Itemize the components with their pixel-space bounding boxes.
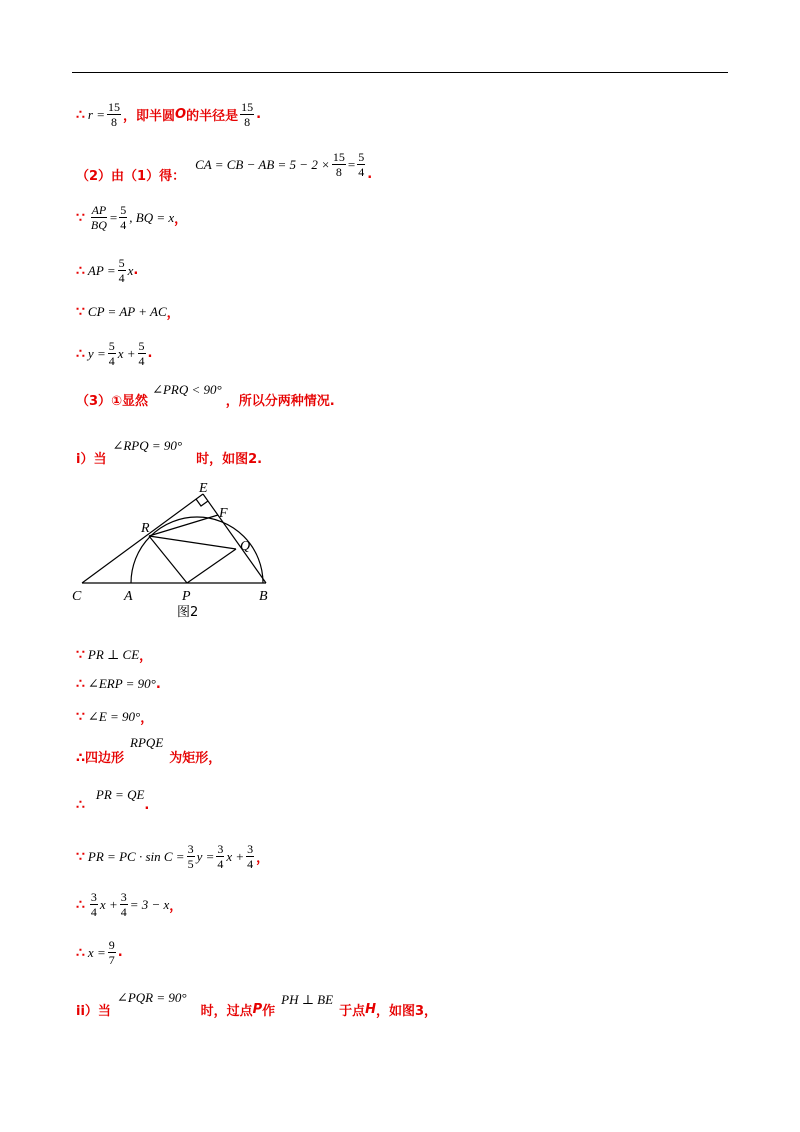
therefore-symbol: ∴ <box>76 797 85 813</box>
line-equation: ∴ $\frac{3}{4}$ x + $\frac{3}{4}$ = 3 − x ， <box>76 890 183 919</box>
fraction: $\frac{15}{8}$ <box>241 100 254 129</box>
line-pr-sin: ∵ PR = PC · sin C = $\frac{3}{5}$ y = $\frac{3}{4}$ x + $\frac{3}{4}$ ， <box>76 842 270 871</box>
fraction: $\frac{3}{4}$ <box>217 842 224 871</box>
line-angle-erp: ∴ ∠ERP = 90° . <box>76 676 161 692</box>
fraction: $\frac{9}{7}$ <box>108 938 115 967</box>
fraction: $\frac{3}{5}$ <box>187 842 194 871</box>
line-case-i: i）当 ∠RPQ = 90° 时，如图2. <box>76 437 263 467</box>
fraction: $\frac{3}{4}$ <box>90 890 97 919</box>
line-y: ∴ y = $\frac{5}{4}$ x + $\frac{5}{4}$ . <box>76 339 153 368</box>
line-pr-qe: ∴ PR = QE . <box>76 787 150 813</box>
line-ap: ∴ AP = $\frac{5}{4}$ x . <box>76 256 139 285</box>
header-rule <box>72 72 728 73</box>
right-angle-mark <box>196 499 208 506</box>
fraction: $\frac{AP}{BQ}$ <box>90 203 107 232</box>
therefore-symbol: ∴ <box>76 345 85 362</box>
line-pr-perp: ∵ PR ⊥ CE ， <box>76 646 153 664</box>
label-r: R <box>141 521 150 536</box>
line-case-ii: ii）当 ∠PQR = 90° 时，过点 P 作 PH ⊥ BE 于点 H ，如图3， <box>76 989 438 1019</box>
line-radius-result: ∴ r = $\frac{15}{8}$ ，即半圆 O 的半径是 $\frac{15}{8}$ . <box>76 100 262 129</box>
line-ce <box>82 494 203 583</box>
therefore-symbol: ∴ <box>76 896 85 913</box>
because-symbol: ∵ <box>76 708 85 725</box>
therefore-symbol: ∴ <box>76 262 85 279</box>
therefore-symbol: ∴ <box>76 676 85 692</box>
label-q: Q <box>240 539 251 554</box>
because-symbol: ∵ <box>76 848 85 865</box>
because-symbol: ∵ <box>76 209 85 226</box>
label-p: P <box>182 589 191 604</box>
label-f: F <box>219 506 228 521</box>
fraction: $\frac{5}{4}$ <box>118 256 125 285</box>
label-b: B <box>259 589 268 604</box>
label-e: E <box>199 481 208 496</box>
label-a: A <box>124 589 133 604</box>
line-part2-ca: （2）由（1）得： CA = CB − AB = 5 − 2 × $\frac{15}{8}$ = $\frac{5}{4}$ . <box>76 150 373 184</box>
fraction: $\frac{15}{8}$ <box>332 150 345 179</box>
geometry-figure-2 <box>70 480 290 620</box>
segment-rq <box>149 536 236 549</box>
line-angle-e: ∵ ∠E = 90° ， <box>76 708 154 726</box>
because-symbol: ∵ <box>76 303 85 320</box>
fraction: $\frac{15}{8}$ <box>108 100 121 129</box>
fraction: $\frac{5}{4}$ <box>138 339 145 368</box>
line-x-solution: ∴ x = $\frac{9}{7}$ . <box>76 938 123 967</box>
because-symbol: ∵ <box>76 646 85 663</box>
line-cp: ∵ CP = AP + AC ， <box>76 303 180 321</box>
label-c: C <box>72 589 82 604</box>
line-rectangle: ∴四边形 RPQE 为矩形， <box>76 734 222 766</box>
fraction: $\frac{3}{4}$ <box>120 890 127 919</box>
segment-pq <box>187 549 236 583</box>
therefore-symbol: ∴ <box>76 944 85 961</box>
line-eb <box>203 494 266 583</box>
fraction: $\frac{5}{4}$ <box>120 203 127 232</box>
segment-rp <box>149 536 187 583</box>
line-part3-intro: （3）①显然 ∠PRQ < 90° ，所以分两种情况. <box>76 381 335 409</box>
figure-caption: 图2 <box>177 605 199 620</box>
fraction: $\frac{3}{4}$ <box>247 842 254 871</box>
line-ratio: ∵ $\frac{AP}{BQ}$ = $\frac{5}{4}$ , BQ = x ， <box>76 203 188 232</box>
therefore-symbol: ∴ <box>76 106 85 123</box>
fraction: $\frac{5}{4}$ <box>108 339 115 368</box>
fraction: $\frac{5}{4}$ <box>358 150 365 179</box>
